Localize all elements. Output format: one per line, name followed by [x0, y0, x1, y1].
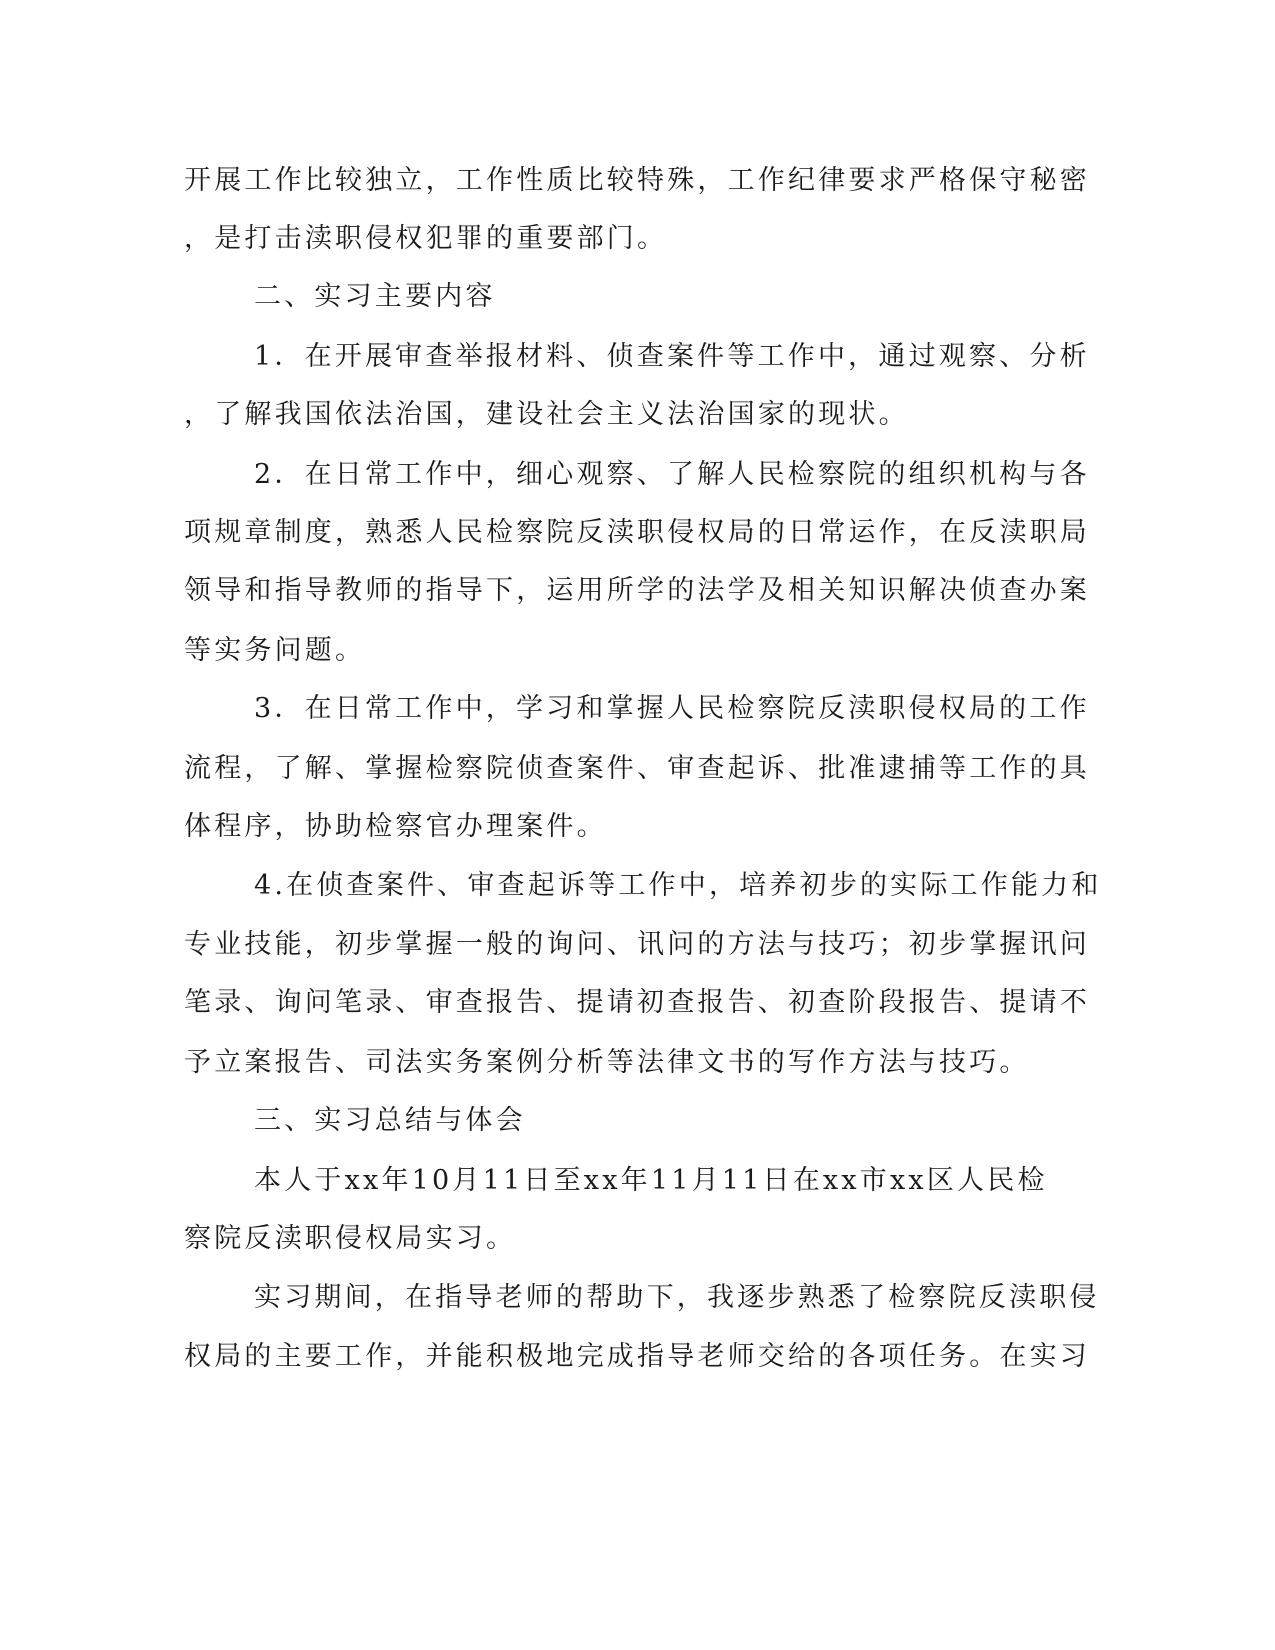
text-line: 1．在开展审查举报材料、侦查案件等工作中，通过观察、分析	[254, 341, 1090, 372]
text-line: 4.在侦查案件、审查起诉等工作中，培养初步的实际工作能力和	[254, 870, 1102, 901]
text-line: 实习期间，在指导老师的帮助下，我逐步熟悉了检察院反渎职侵	[254, 1282, 1100, 1313]
text-line: ，是打击渎职侵权犯罪的重要部门。	[184, 223, 668, 254]
text-line: 权局的主要工作，并能积极地完成指导老师交给的各项任务。在实习	[184, 1341, 1090, 1372]
text-line: 流程，了解、掌握检察院侦查案件、审查起诉、批准逮捕等工作的具	[184, 753, 1090, 784]
text-line: 开展工作比较独立，工作性质比较特殊，工作纪律要求严格保守秘密	[184, 165, 1090, 196]
text-line: 予立案报告、司法实务案例分析等法律文书的写作方法与技巧。	[184, 1047, 1030, 1078]
text-line: 本人于xx年10月11日至xx年11月11日在xx市xx区人民检	[254, 1165, 1048, 1196]
text-line: 体程序，协助检察官办理案件。	[184, 811, 607, 842]
text-line: 等实务问题。	[184, 635, 366, 666]
section-heading: 三、实习总结与体会	[254, 1105, 526, 1136]
text-line: 专业技能，初步掌握一般的询问、讯问的方法与技巧；初步掌握讯问	[184, 929, 1090, 960]
section-heading: 二、实习主要内容	[254, 281, 496, 312]
text-line: 笔录、询问笔录、审查报告、提请初查报告、初查阶段报告、提请不	[184, 987, 1090, 1018]
text-line: ，了解我国依法治国，建设社会主义法治国家的现状。	[184, 399, 909, 430]
text-line: 2．在日常工作中，细心观察、了解人民检察院的组织机构与各	[254, 459, 1090, 490]
text-line: 领导和指导教师的指导下，运用所学的法学及相关知识解决侦查办案	[184, 575, 1090, 606]
text-line: 项规章制度，熟悉人民检察院反渎职侵权局的日常运作，在反渎职局	[184, 517, 1090, 548]
text-line: 察院反渎职侵权局实习。	[184, 1223, 517, 1254]
text-line: 3．在日常工作中，学习和掌握人民检察院反渎职侵权局的工作	[254, 693, 1090, 724]
